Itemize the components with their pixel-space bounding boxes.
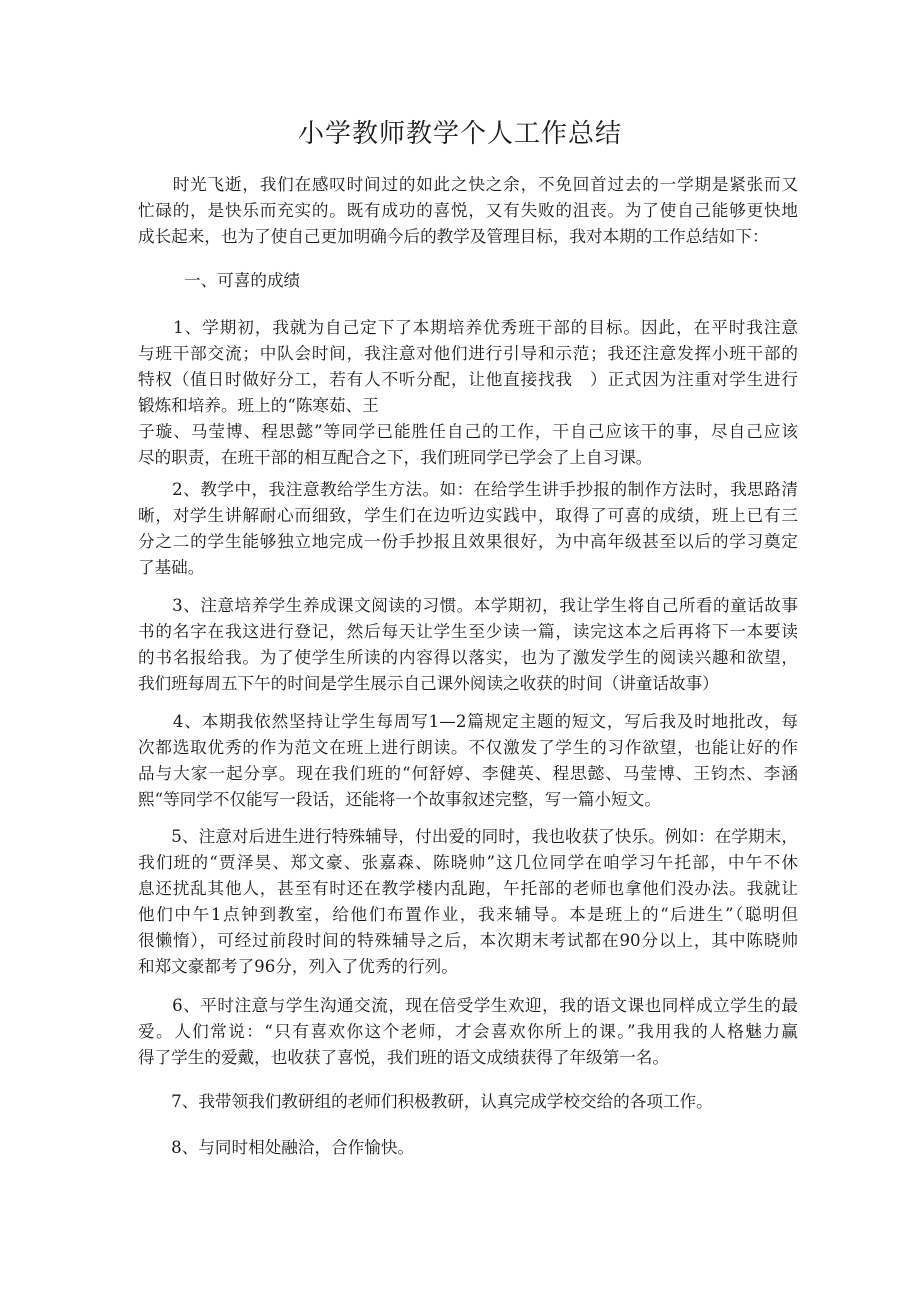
- text-line: 熙“等同学不仅能写一段话，还能将一个故事叙述完整，写一篇小短文。: [138, 790, 661, 809]
- text-line: 得了学生的爱戴，也收获了喜悦，我们班的语文成绩获得了年级第一名。: [138, 1048, 669, 1067]
- paragraph-4: [138, 709, 798, 813]
- paragraph-1: [138, 315, 798, 471]
- text-line: 7、我带领我们教研组的老师们积极教研，认真完成学校交给的各项工作。: [138, 1092, 713, 1111]
- intro-paragraph: [138, 172, 798, 250]
- text-line: 他们中午1点钟到教室，给他们布置作业，我来辅导。本是班上的“后进生”（聪明但: [138, 905, 798, 924]
- paragraph-6: [138, 993, 798, 1071]
- text-line: 锻炼和培养。班上的“陈寒茹、王: [138, 396, 379, 415]
- text-line: 息还扰乱其他人，甚至有时还在教学楼内乱跑，午托部的老师也拿他们没办法。我就让: [138, 879, 798, 898]
- text-line: 3、注意培养学生养成课文阅读的习惯。本学期初，我让学生将自己所看的童话故事: [138, 596, 798, 615]
- text-line: 特权（值日时做好分工，若有人不听分配，让他直接找我 ）正式因为注重对学生进行: [138, 370, 798, 389]
- text-line: 1、学期初，我就为自己定下了本期培养优秀班干部的目标。因此，在平时我注意: [138, 318, 798, 337]
- paragraph-3: [138, 593, 798, 697]
- text-line: 2、教学中，我注意教给学生方法。如：在给学生讲手抄报的制作方法时，我思路清: [138, 480, 798, 499]
- text-line: 8、与同时相处融洽，合作愉快。: [138, 1138, 415, 1157]
- paragraph-8: [138, 1135, 798, 1161]
- text-line: 4、本期我依然坚持让学生每周写1—2篇规定主题的短文，写后我及时地批改，每: [138, 712, 798, 731]
- section-heading: 一、可喜的成绩: [184, 271, 301, 290]
- text-line: 次都选取优秀的作为范文在班上进行朗读。不仅激发了学生的习作欲望，也能让好的作: [138, 738, 798, 757]
- text-line: 品与大家一起分享。现在我们班的“何舒婷、李健英、程思懿、马莹博、王钧杰、李涵: [138, 764, 798, 783]
- text-line: 忙碌的，是快乐而充实的。既有成功的喜悦，又有失败的沮丧。为了使自己能够更快地: [138, 201, 798, 220]
- text-line: 5、注意对后进生进行特殊辅导，付出爱的同时，我也收获了快乐。例如：在学期末，: [138, 827, 798, 846]
- text-line: 成长起来，也为了使自己更加明确今后的教学及管理目标，我对本期的工作总结如下：: [138, 227, 769, 246]
- text-line: 的书名报给我。为了使学生所读的内容得以落实，也为了激发学生的阅读兴趣和欲望，: [138, 648, 798, 667]
- text-line: 和郑文豪都考了96分，列入了优秀的行列。: [138, 957, 458, 976]
- text-line: 很懒惰），可经过前段时间的特殊辅导之后，本次期末考试都在90分以上，其中陈晓帅: [138, 931, 798, 950]
- text-line: 我们班的“贾泽昊、郑文豪、张嘉森、陈晓帅”这几位同学在咱学习午托部，中午不休: [138, 853, 798, 872]
- text-line: 尽的职责，在班干部的相互配合之下，我们班同学已学会了上自习课。: [138, 448, 653, 467]
- text-line: 与班干部交流；中队会时间，我注意对他们进行引导和示范；我还注意发挥小班干部的: [138, 344, 798, 363]
- paragraph-2: [138, 477, 798, 581]
- text-line: 爱。人们常说：“只有喜欢你这个老师，才会喜欢你所上的课。”我用我的人格魅力赢: [138, 1022, 798, 1041]
- text-line: 时光飞逝，我们在感叹时间过的如此之快之余，不免回首过去的一学期是紧张而又: [138, 175, 798, 194]
- paragraph-7: [138, 1089, 798, 1115]
- text-line: 了基础。: [138, 558, 205, 577]
- text-line: 子璇、马莹博、程思懿”等同学已能胜任自己的工作，干自己应该干的事，尽自己应该: [138, 422, 798, 441]
- text-line: 我们班每周五下午的时间是学生展示自己课外阅读之收获的时间（讲童话故事）: [138, 674, 719, 693]
- text-line: 晰，对学生讲解耐心而细致，学生们在边听边实践中，取得了可喜的成绩，班上已有三: [138, 506, 798, 525]
- paragraph-5: [138, 824, 798, 980]
- text-line: 书的名字在我这进行登记，然后每天让学生至少读一篇，读完这本之后再将下一本要读: [138, 622, 798, 641]
- text-line: 分之二的学生能够独立地完成一份手抄报且效果很好，为中高年级甚至以后的学习奠定: [138, 532, 798, 551]
- document-title: 小学教师教学个人工作总结: [297, 119, 622, 149]
- text-line: 6、平时注意与学生沟通交流，现在倍受学生欢迎，我的语文课也同样成立学生的最: [138, 996, 798, 1015]
